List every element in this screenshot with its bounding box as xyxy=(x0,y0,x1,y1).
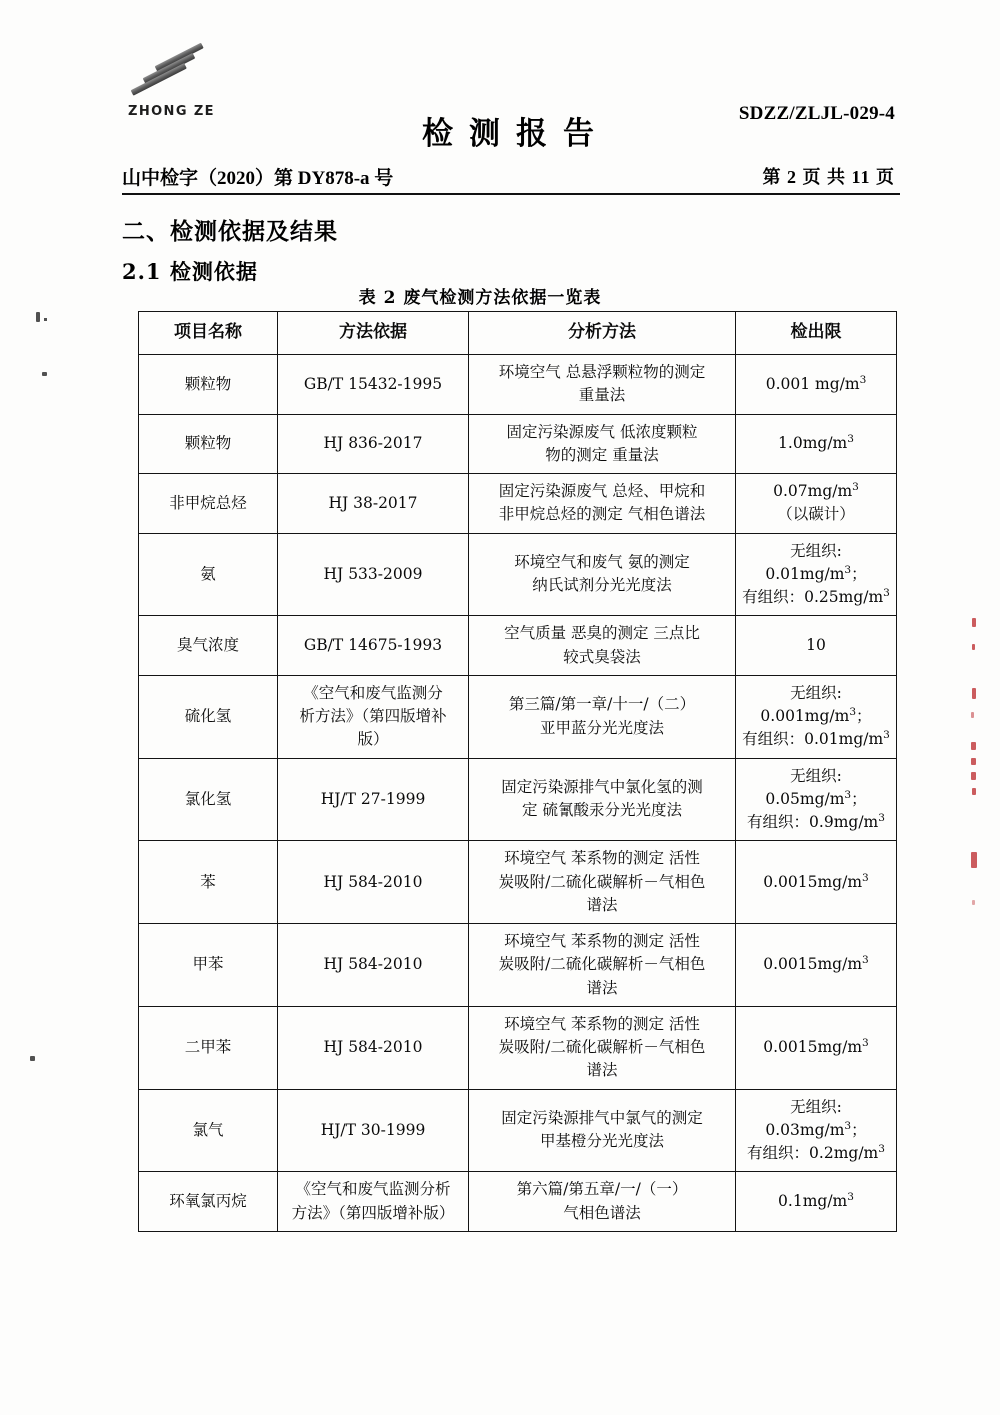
section-heading-1: 二、检测依据及结果 xyxy=(122,218,338,245)
cell-basis: HJ 584-2010 xyxy=(278,841,469,924)
header-divider xyxy=(122,193,900,195)
cell-basis: 《空气和废气监测分 析方法》（第四版增补 版） xyxy=(278,675,469,758)
cell-method: 环境空气和废气 氨的测定 纳氏试剂分光光度法 xyxy=(469,533,736,616)
cell-basis: HJ 533-2009 xyxy=(278,533,469,616)
table-row xyxy=(139,355,897,415)
cell-method: 环境空气 苯系物的测定 活性 炭吸附/二硫化碳解析－气相色 谱法 xyxy=(469,841,736,924)
scan-edge-mark xyxy=(972,688,976,699)
scan-edge-mark xyxy=(972,618,976,627)
scan-edge-mark xyxy=(972,788,976,795)
cell-item: 二甲苯 xyxy=(139,1006,278,1089)
page-number: 第 2 页 共 11 页 xyxy=(762,167,895,187)
cell-basis: HJ 584-2010 xyxy=(278,924,469,1007)
column-header-basis: 方法依据 xyxy=(278,312,469,355)
cell-item: 甲苯 xyxy=(139,924,278,1007)
cell-limit: $0.1mg/m^3$ xyxy=(736,1172,897,1232)
cell-basis: HJ/T 30-1999 xyxy=(278,1089,469,1172)
cell-basis: HJ 836-2017 xyxy=(278,414,469,474)
scan-edge-mark xyxy=(971,772,976,780)
cell-limit: $0.0015mg/m^3$ xyxy=(736,924,897,1007)
cell-basis: 《空气和废气监测分析 方法》（第四版增补版） xyxy=(278,1172,469,1232)
cell-limit: 无组织: $0.001mg/m^3$； 有组织：$0.01mg/m^3$ xyxy=(736,675,897,758)
cell-basis: HJ/T 27-1999 xyxy=(278,758,469,841)
table-row xyxy=(139,1006,897,1089)
cell-limit: 无组织: $0.05mg/m^3$； 有组织：$0.9mg/m^3$ xyxy=(736,758,897,841)
cell-item: 苯 xyxy=(139,841,278,924)
cell-item: 氯气 xyxy=(139,1089,278,1172)
table-row xyxy=(139,675,897,758)
table-body xyxy=(139,355,897,1232)
scan-edge-mark xyxy=(972,900,975,905)
cell-item: 硫化氢 xyxy=(139,675,278,758)
table-row xyxy=(139,1089,897,1172)
table-caption: 表 2 废气检测方法依据一览表 xyxy=(358,288,602,308)
table-row xyxy=(139,474,897,534)
waste-gas-method-table xyxy=(138,311,897,1232)
column-header-limit: 检出限 xyxy=(736,312,897,355)
scan-edge-mark xyxy=(971,852,977,868)
cell-item: 非甲烷总烃 xyxy=(139,474,278,534)
three-diagonal-bars-icon xyxy=(128,62,220,104)
cell-limit: 无组织: $0.03mg/m^3$； 有组织：$0.2mg/m^3$ xyxy=(736,1089,897,1172)
scan-artifact xyxy=(36,312,40,322)
cell-limit: $0.07mg/m^3$ （以碳计） xyxy=(736,474,897,534)
table-header-row xyxy=(139,312,897,355)
cell-limit: $1.0mg/m^3$ xyxy=(736,414,897,474)
cell-method: 固定污染源排气中氯气的测定 甲基橙分光光度法 xyxy=(469,1089,736,1172)
cell-method: 第三篇/第一章/十一/（二） 亚甲蓝分光光度法 xyxy=(469,675,736,758)
logo-wordmark: ZHONG ZE xyxy=(128,104,215,119)
cell-item: 颗粒物 xyxy=(139,414,278,474)
scan-edge-mark xyxy=(971,758,976,765)
cell-limit: 0.001 $mg/m^3$ xyxy=(736,355,897,415)
cell-method: 固定污染源排气中氯化氢的测 定 硫氰酸汞分光光度法 xyxy=(469,758,736,841)
table-row xyxy=(139,841,897,924)
cell-method: 环境空气 苯系物的测定 活性 炭吸附/二硫化碳解析－气相色 谱法 xyxy=(469,1006,736,1089)
report-number: 山中检字（2020）第 DY878-a 号 xyxy=(122,168,394,189)
cell-item: 环氧氯丙烷 xyxy=(139,1172,278,1232)
cell-method: 固定污染源废气 低浓度颗粒 物的测定 重量法 xyxy=(469,414,736,474)
scan-edge-mark xyxy=(971,742,976,750)
cell-item: 臭气浓度 xyxy=(139,616,278,676)
cell-method: 固定污染源废气 总烃、甲烷和 非甲烷总烃的测定 气相色谱法 xyxy=(469,474,736,534)
table-row xyxy=(139,758,897,841)
table-row xyxy=(139,414,897,474)
cell-item: 颗粒物 xyxy=(139,355,278,415)
table-row xyxy=(139,616,897,676)
cell-method: 环境空气 苯系物的测定 活性 炭吸附/二硫化碳解析－气相色 谱法 xyxy=(469,924,736,1007)
cell-limit: 无组织: $0.01mg/m^3$； 有组织：$0.25mg/m^3$ xyxy=(736,533,897,616)
column-header-method: 分析方法 xyxy=(469,312,736,355)
scan-edge-mark xyxy=(972,644,975,650)
column-header-item: 项目名称 xyxy=(139,312,278,355)
cell-item: 氨 xyxy=(139,533,278,616)
scan-artifact xyxy=(42,372,47,376)
section-heading-2: 2.1 检测依据 xyxy=(122,259,258,284)
table-row xyxy=(139,1172,897,1232)
cell-method: 空气质量 恶臭的测定 三点比 较式臭袋法 xyxy=(469,616,736,676)
cell-basis: GB/T 15432-1995 xyxy=(278,355,469,415)
cell-method: 第六篇/第五章/一/（一） 气相色谱法 xyxy=(469,1172,736,1232)
scan-artifact xyxy=(44,318,47,321)
scan-artifact xyxy=(30,1056,35,1061)
cell-basis: HJ 584-2010 xyxy=(278,1006,469,1089)
cell-basis: HJ 38-2017 xyxy=(278,474,469,534)
cell-basis: GB/T 14675-1993 xyxy=(278,616,469,676)
table-row xyxy=(139,533,897,616)
document-code: SDZZ/ZLJL-029-4 xyxy=(738,103,895,124)
page-title: 检测报告 xyxy=(422,116,610,152)
table-row xyxy=(139,924,897,1007)
scan-edge-mark xyxy=(971,712,974,718)
cell-limit: 10 xyxy=(736,616,897,676)
cell-limit: $0.0015mg/m^3$ xyxy=(736,841,897,924)
cell-method: 环境空气 总悬浮颗粒物的测定 重量法 xyxy=(469,355,736,415)
cell-limit: $0.0015mg/m^3$ xyxy=(736,1006,897,1089)
cell-item: 氯化氢 xyxy=(139,758,278,841)
